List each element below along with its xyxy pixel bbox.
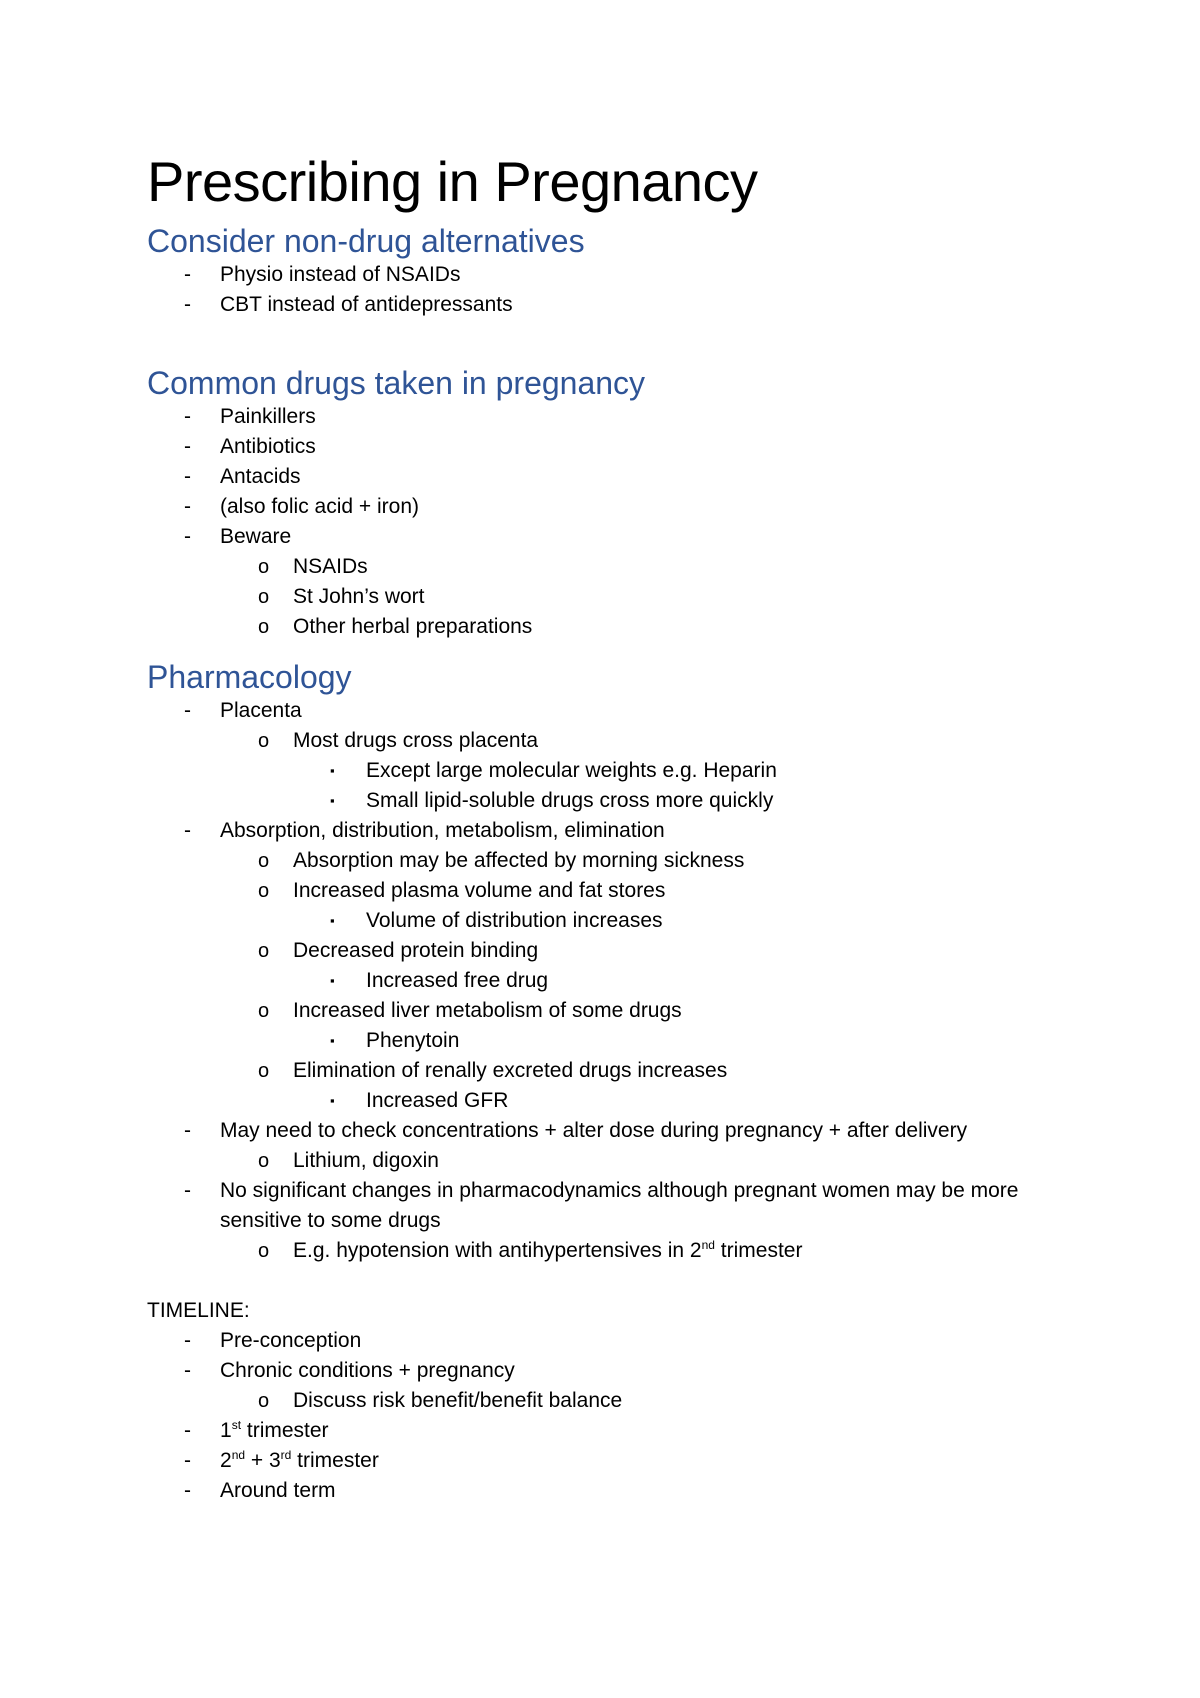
list-item: - Placenta: [147, 696, 1057, 726]
list-item: - Pre-conception: [147, 1326, 1057, 1356]
square-bullet: ▪: [330, 763, 335, 778]
list-item: - Antacids: [147, 462, 1057, 492]
list-item: o Increased plasma volume and fat stores: [147, 876, 1057, 906]
list-item: o Discuss risk benefit/benefit balance: [147, 1386, 1057, 1416]
circle-bullet: o: [258, 850, 270, 872]
dash-bullet: -: [184, 495, 191, 518]
dash-bullet: -: [184, 525, 191, 548]
circle-bullet: o: [258, 730, 270, 752]
list-item: o Most drugs cross placenta: [147, 726, 1057, 756]
circle-bullet: o: [258, 1240, 270, 1262]
square-bullet: ▪: [330, 1033, 335, 1048]
list-item: o Lithium, digoxin: [147, 1146, 1057, 1176]
dash-bullet: -: [184, 1329, 191, 1352]
list-item: - 2nd + 3rd trimester: [147, 1446, 1057, 1476]
heading-non-drug: Consider non-drug alternatives: [147, 223, 585, 259]
list-item: o E.g. hypotension with antihypertensives in 2nd trimester: [147, 1236, 1057, 1266]
list-item: ▪ Phenytoin: [147, 1026, 1057, 1056]
circle-bullet: o: [258, 1000, 270, 1022]
list-timeline: [147, 1326, 1057, 1506]
list-item: - (also folic acid + iron): [147, 492, 1057, 522]
list-item: ▪ Volume of distribution increases: [147, 906, 1057, 936]
dash-bullet: -: [184, 1419, 191, 1442]
list-item: - Physio instead of NSAIDs: [147, 260, 1057, 290]
circle-bullet: o: [258, 1150, 270, 1172]
list-item: o Other herbal preparations: [147, 612, 1057, 642]
list-item: - No significant changes in pharmacodynamics although pregnant women may be more sensitive to some drugs: [147, 1176, 1057, 1236]
list-item: o NSAIDs: [147, 552, 1057, 582]
dash-bullet: -: [184, 699, 191, 722]
square-bullet: ▪: [330, 793, 335, 808]
list-item: - Absorption, distribution, metabolism, elimination: [147, 816, 1057, 846]
circle-bullet: o: [258, 556, 270, 578]
list-item: - CBT instead of antidepressants: [147, 290, 1057, 320]
dash-bullet: -: [184, 819, 191, 842]
list-item: o Increased liver metabolism of some drugs: [147, 996, 1057, 1026]
circle-bullet: o: [258, 586, 270, 608]
list-item: ▪ Small lipid-soluble drugs cross more quickly: [147, 786, 1057, 816]
circle-bullet: o: [258, 880, 270, 902]
list-item: - May need to check concentrations + alter dose during pregnancy + after delivery: [147, 1116, 1057, 1146]
list-item: - Chronic conditions + pregnancy: [147, 1356, 1057, 1386]
list-item: - 1st trimester: [147, 1416, 1057, 1446]
circle-bullet: o: [258, 1390, 270, 1412]
circle-bullet: o: [258, 940, 270, 962]
dash-bullet: -: [184, 1479, 191, 1502]
list-item: - Around term: [147, 1476, 1057, 1506]
heading-pharmacology: Pharmacology: [147, 659, 352, 695]
dash-bullet: -: [184, 1449, 191, 1472]
square-bullet: ▪: [330, 973, 335, 988]
list-item: o Absorption may be affected by morning sickness: [147, 846, 1057, 876]
list-non-drug: [147, 260, 1057, 320]
document-page: [147, 150, 1057, 1506]
square-bullet: ▪: [330, 1093, 335, 1108]
list-item: o Elimination of renally excreted drugs increases: [147, 1056, 1057, 1086]
list-item: ▪ Increased GFR: [147, 1086, 1057, 1116]
dash-bullet: -: [184, 435, 191, 458]
dash-bullet: -: [184, 405, 191, 428]
dash-bullet: -: [184, 465, 191, 488]
list-item: o Decreased protein binding: [147, 936, 1057, 966]
dash-bullet: -: [184, 1179, 191, 1202]
list-item: - Antibiotics: [147, 432, 1057, 462]
dash-bullet: -: [184, 1359, 191, 1382]
list-pharmacology: [147, 696, 1057, 1266]
timeline-label: TIMELINE:: [147, 1299, 250, 1322]
page-title: Prescribing in Pregnancy: [147, 150, 758, 213]
list-item: o St John’s wort: [147, 582, 1057, 612]
square-bullet: ▪: [330, 913, 335, 928]
dash-bullet: -: [184, 293, 191, 316]
list-item: ▪ Increased free drug: [147, 966, 1057, 996]
list-item: - Painkillers: [147, 402, 1057, 432]
list-item: - Beware: [147, 522, 1057, 552]
circle-bullet: o: [258, 1060, 270, 1082]
heading-common-drugs: Common drugs taken in pregnancy: [147, 365, 646, 401]
dash-bullet: -: [184, 263, 191, 286]
list-item: ▪ Except large molecular weights e.g. Heparin: [147, 756, 1057, 786]
dash-bullet: -: [184, 1119, 191, 1142]
list-common-drugs: [147, 402, 1057, 642]
circle-bullet: o: [258, 616, 270, 638]
